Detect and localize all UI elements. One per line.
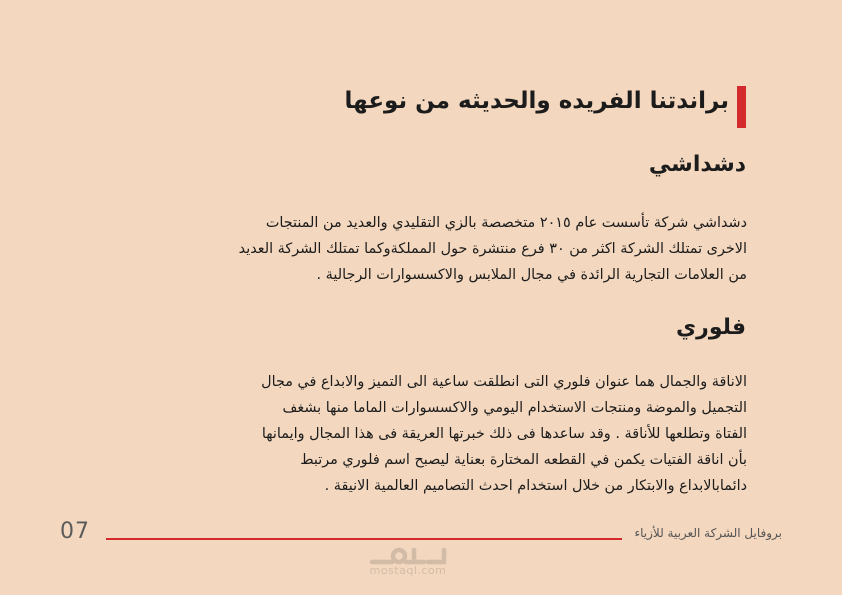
- paragraph-line: دشداشي شركة تأسست عام ٢٠١٥ متخصصة بالزي التقليدي والعديد من المنتجات: [265, 215, 747, 231]
- page-title: براندتنا الفريده والحديثه من نوعها: [344, 88, 729, 114]
- section-heading-flory: فلوري: [675, 315, 746, 340]
- watermark-logo: [366, 540, 450, 592]
- section-paragraph-dashdashi: [239, 210, 747, 288]
- page-number: 07: [60, 519, 90, 544]
- paragraph-line: التجميل والموضة ومنتجات الاستخدام اليومي والاكسسوارات الماما منها بشغف: [282, 400, 747, 416]
- paragraph-line: الفتاة وتطلعها للأناقة . وقد ساعدها فى ذلك خبرتها العريقة فى هذا المجال وايمانها: [261, 426, 747, 442]
- paragraph-line: الاناقة والجمال هما عنوان فلوري التى انطلقت ساعية الى التميز والابداع في مجال: [261, 374, 747, 390]
- footer-label: بروفايل الشركة العربية للأزياء: [634, 526, 782, 540]
- paragraph-line: من العلامات التجارية الرائدة في مجال الملابس والاكسسوارات الرجالية .: [316, 267, 747, 283]
- paragraph-line: الاخرى تمتلك الشركة اكثر من ٣٠ فرع منتشرة حول المملكةوكما تمتلك الشركة العديد: [238, 241, 747, 257]
- title-accent-bar: [737, 86, 746, 128]
- section-heading-dashdashi: دشداشي: [648, 152, 746, 177]
- section-paragraph-flory: [261, 369, 747, 499]
- paragraph-line: دائمابالابداع والابتكار من خلال استخدام احدث التصاميم العالمية الانيقة .: [324, 478, 747, 494]
- paragraph-line: بأن اناقة الفتيات يكمن في القطعه المختارة بعناية ليصبح اسم فلوري مرتبط: [300, 452, 747, 468]
- watermark-url: mostaql.com: [369, 564, 447, 577]
- footer-divider: [106, 538, 622, 540]
